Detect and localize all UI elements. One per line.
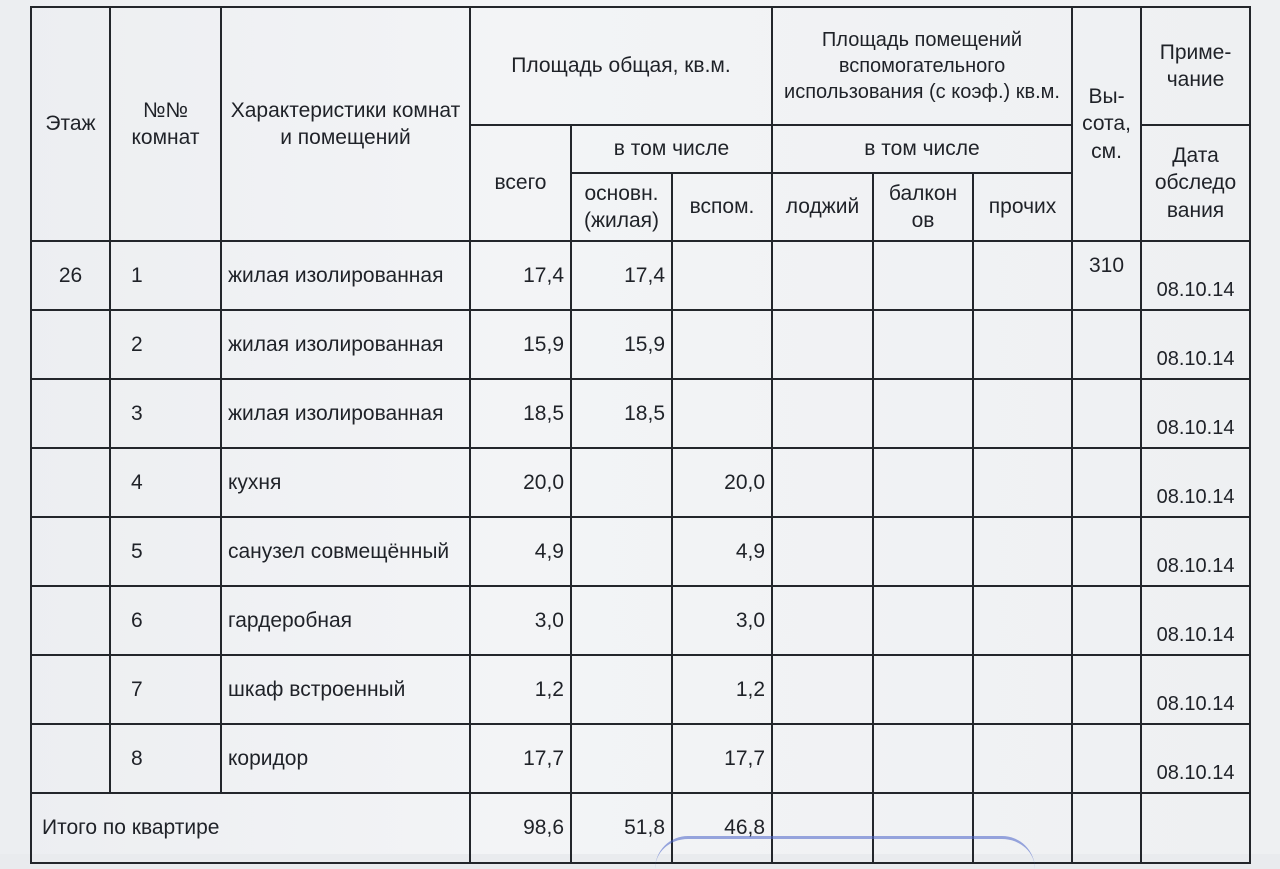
room-number-cell: 8: [110, 724, 221, 793]
survey-date-cell: 08.10.14: [1141, 724, 1250, 793]
other-cell: [973, 448, 1072, 517]
aux-area-cell: [672, 241, 772, 310]
balcony-cell: [873, 655, 973, 724]
table-row: [31, 448, 1250, 517]
other-cell: [973, 586, 1072, 655]
total-sum-cell: 98,6: [470, 793, 571, 863]
room-area-table: [30, 6, 1251, 864]
other-header: прочих: [973, 173, 1072, 241]
loggias-header: лоджий: [772, 173, 873, 241]
room-number-cell: 2: [110, 310, 221, 379]
note-header: Приме-чание: [1141, 7, 1250, 125]
floor-cell: [31, 586, 110, 655]
floor-cell: [31, 310, 110, 379]
balcony-cell: [873, 586, 973, 655]
loggia-cell: [772, 448, 873, 517]
room-description-cell: санузел совмещённый: [221, 517, 470, 586]
loggia-cell: [772, 724, 873, 793]
empty-total-cell: [1072, 793, 1141, 863]
main-area-cell: [571, 586, 672, 655]
survey-date-cell: 08.10.14: [1141, 517, 1250, 586]
total-area-cell: 15,9: [470, 310, 571, 379]
all-header: всего: [470, 125, 571, 241]
room-number-cell: 5: [110, 517, 221, 586]
balcony-cell: [873, 379, 973, 448]
height-cell: 310: [1072, 241, 1141, 310]
height-cell: [1072, 448, 1141, 517]
stamp-mark: [655, 836, 1035, 869]
survey-date-cell: 08.10.14: [1141, 379, 1250, 448]
aux-header: вспом.: [672, 173, 772, 241]
loggia-cell: [772, 241, 873, 310]
survey-date-cell: 08.10.14: [1141, 241, 1250, 310]
survey-date-cell: 08.10.14: [1141, 586, 1250, 655]
room-description-cell: кухня: [221, 448, 470, 517]
floor-cell: [31, 517, 110, 586]
main-area-cell: [571, 448, 672, 517]
aux-area-cell: 3,0: [672, 586, 772, 655]
main-living-header: основн. (жилая): [571, 173, 672, 241]
main-area-cell: [571, 655, 672, 724]
room-description-cell: гардеробная: [221, 586, 470, 655]
survey-date-cell: 08.10.14: [1141, 448, 1250, 517]
other-cell: [973, 310, 1072, 379]
survey-date-cell: 08.10.14: [1141, 310, 1250, 379]
including-header: в том числе: [571, 125, 772, 173]
rooms-number-header: №№ комнат: [110, 7, 221, 241]
aux-area-cell: 20,0: [672, 448, 772, 517]
total-area-cell: 4,9: [470, 517, 571, 586]
height-cell: [1072, 724, 1141, 793]
table-row: [31, 655, 1250, 724]
table-row: [31, 310, 1250, 379]
aux-area-cell: 17,7: [672, 724, 772, 793]
floor-cell: [31, 724, 110, 793]
height-header: Вы-сота, см.: [1072, 7, 1141, 241]
total-row: [31, 793, 1250, 863]
main-area-cell: 18,5: [571, 379, 672, 448]
table-row: [31, 379, 1250, 448]
room-description-cell: жилая изолированная: [221, 379, 470, 448]
room-description-cell: шкаф встроенный: [221, 655, 470, 724]
header-row-1: [31, 7, 1250, 125]
room-number-cell: 4: [110, 448, 221, 517]
room-number-cell: 6: [110, 586, 221, 655]
main-area-cell: [571, 517, 672, 586]
floor-cell: [31, 448, 110, 517]
main-area-cell: [571, 724, 672, 793]
survey-date-cell: 08.10.14: [1141, 655, 1250, 724]
total-area-cell: 20,0: [470, 448, 571, 517]
loggia-cell: [772, 655, 873, 724]
balconies-header: балкон ов: [873, 173, 973, 241]
aux-area-header: Площадь помещений вспомогательного использования (с коэф.) кв.м.: [772, 7, 1072, 125]
other-cell: [973, 379, 1072, 448]
empty-total-cell: [1141, 793, 1250, 863]
balcony-cell: [873, 517, 973, 586]
other-cell: [973, 724, 1072, 793]
survey-date-header: Дата обследо вания: [1141, 125, 1250, 241]
floor-cell: [31, 379, 110, 448]
loggia-cell: [772, 379, 873, 448]
height-cell: [1072, 655, 1141, 724]
aux-area-cell: [672, 379, 772, 448]
balcony-cell: [873, 241, 973, 310]
balcony-cell: [873, 310, 973, 379]
room-number-cell: 7: [110, 655, 221, 724]
main-area-cell: 15,9: [571, 310, 672, 379]
floor-cell: [31, 655, 110, 724]
height-cell: [1072, 310, 1141, 379]
aux-sum-cell: 46,8: [672, 793, 772, 863]
aux-area-cell: 4,9: [672, 517, 772, 586]
characteristics-header: Характеристики комнат и помещений: [221, 7, 470, 241]
table-row: [31, 724, 1250, 793]
total-area-header: Площадь общая, кв.м.: [470, 7, 772, 125]
including-aux-header: в том числе: [772, 125, 1072, 173]
other-cell: [973, 655, 1072, 724]
room-description-cell: жилая изолированная: [221, 241, 470, 310]
floor-header: Этаж: [31, 7, 110, 241]
main-sum-cell: 51,8: [571, 793, 672, 863]
total-area-cell: 17,7: [470, 724, 571, 793]
balcony-cell: [873, 724, 973, 793]
total-area-cell: 17,4: [470, 241, 571, 310]
room-number-cell: 1: [110, 241, 221, 310]
floor-cell: 26: [31, 241, 110, 310]
room-description-cell: коридор: [221, 724, 470, 793]
total-area-cell: 1,2: [470, 655, 571, 724]
height-cell: [1072, 379, 1141, 448]
table-row: [31, 241, 1250, 310]
other-cell: [973, 517, 1072, 586]
table-row: [31, 586, 1250, 655]
room-description-cell: жилая изолированная: [221, 310, 470, 379]
height-cell: [1072, 586, 1141, 655]
total-area-cell: 18,5: [470, 379, 571, 448]
main-area-cell: 17,4: [571, 241, 672, 310]
table-row: [31, 517, 1250, 586]
loggia-cell: [772, 310, 873, 379]
loggia-cell: [772, 517, 873, 586]
total-label-cell: Итого по квартире: [31, 793, 470, 863]
balcony-cell: [873, 448, 973, 517]
aux-area-cell: 1,2: [672, 655, 772, 724]
aux-area-cell: [672, 310, 772, 379]
height-cell: [1072, 517, 1141, 586]
total-area-cell: 3,0: [470, 586, 571, 655]
other-cell: [973, 241, 1072, 310]
room-number-cell: 3: [110, 379, 221, 448]
loggia-cell: [772, 586, 873, 655]
